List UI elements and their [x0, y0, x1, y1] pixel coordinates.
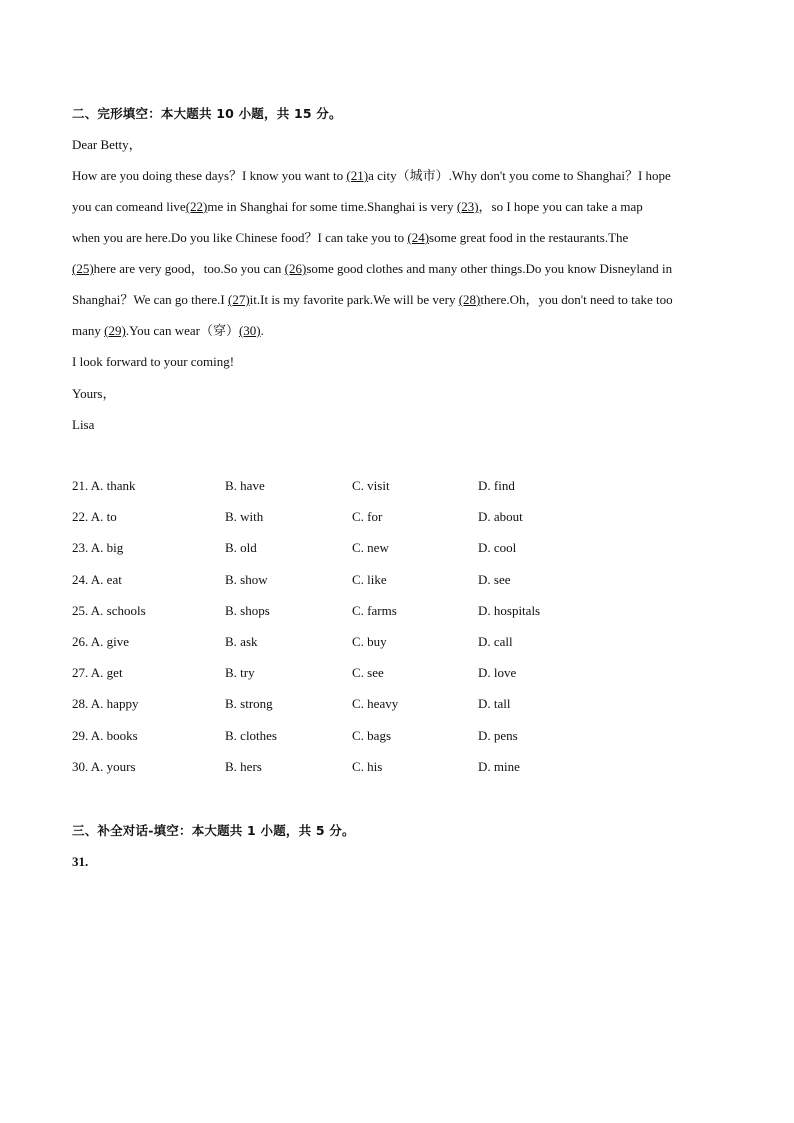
question-31-number: 31. [72, 854, 89, 869]
option-a-text: thank [103, 478, 136, 493]
question-number: 27. A. [72, 665, 104, 681]
option-b: B. try [225, 665, 255, 681]
question-row [72, 695, 712, 726]
option-d: D. call [478, 633, 513, 649]
question-number: 30. A. [72, 758, 104, 774]
option-d: D. hospitals [478, 602, 541, 618]
letter-signature: Lisa [72, 417, 95, 432]
blank-29: (29) [104, 323, 126, 338]
option-a [72, 477, 136, 495]
blank-28: (28) [458, 292, 481, 307]
option-c: C. for [352, 509, 383, 525]
option-a-text: yours [103, 758, 136, 774]
option-a [72, 508, 117, 526]
question-number: 22. A. [72, 509, 104, 525]
letter-text: when you are here.Do you like Chinese food？I can take you to [72, 230, 408, 245]
option-c: C. bags [352, 727, 391, 743]
blank-26: (26) [284, 261, 307, 276]
option-a-text: give [103, 633, 130, 649]
question-row [72, 508, 712, 539]
question-number: 26. A. [72, 633, 104, 649]
letter-text: How are you doing these days？I know you want to [72, 168, 347, 183]
option-b: B. clothes [225, 727, 277, 743]
option-c: C. new [352, 540, 389, 556]
letter-greeting: Dear Betty， [72, 137, 142, 152]
blank-30: (30) [238, 323, 261, 338]
option-b: B. with [225, 509, 264, 525]
option-a-text: schools [103, 602, 146, 618]
option-a [72, 758, 136, 776]
question-number: 23. A. [72, 540, 104, 556]
option-d: D. find [478, 478, 515, 493]
option-b: B. strong [225, 696, 273, 712]
letter-line-2 [72, 198, 643, 216]
letter-text: me in Shanghai for some time.Shanghai is very [207, 199, 457, 214]
section-title-dialogue: 三、补全对话-填空：本大题共 1 小题，共 5 分。 [72, 823, 355, 838]
letter-line-1 [72, 167, 671, 185]
option-c: C. heavy [352, 696, 399, 712]
letter-sign-off: Yours， [72, 386, 116, 401]
question-row [72, 539, 712, 570]
question-row [72, 477, 712, 508]
option-a-text: big [103, 540, 124, 556]
question-number: 24. A. [72, 571, 104, 587]
option-a [72, 727, 138, 745]
option-a-text: happy [103, 696, 139, 712]
option-b: B. hers [225, 758, 262, 774]
option-d: D. about [478, 509, 523, 525]
blank-23: (23) [456, 199, 479, 214]
option-d: D. mine [478, 758, 520, 774]
letter-text: a city（城市）.Why don't you come to Shanghai？I hope [368, 168, 671, 183]
letter-text: you can comeand live [72, 199, 186, 214]
blank-27: (27) [227, 292, 250, 307]
option-a [72, 539, 123, 557]
option-c: C. farms [352, 602, 397, 618]
question-row [72, 602, 712, 633]
section-title-cloze: 二、完形填空：本大题共 10 小题，共 15 分。 [72, 106, 342, 121]
question-row [72, 758, 712, 789]
option-a-text: to [103, 509, 117, 525]
blank-22: (22) [185, 199, 208, 214]
question-number: 25. A. [72, 602, 104, 618]
question-row [72, 633, 712, 664]
choice-options [72, 477, 712, 789]
option-b: B. show [225, 571, 268, 587]
option-b: B. have [225, 478, 265, 493]
option-d: D. tall [478, 696, 511, 712]
option-a-text: books [103, 727, 138, 743]
option-d: D. see [478, 571, 511, 587]
option-c: C. his [352, 758, 383, 774]
option-d: D. pens [478, 727, 518, 743]
option-a-text: eat [103, 571, 122, 587]
blank-24: (24) [407, 230, 430, 245]
letter-text: many [72, 323, 105, 338]
option-a [72, 633, 129, 651]
letter-line-4 [72, 260, 672, 278]
letter-text: here are very good，too.So you can [93, 261, 285, 276]
letter-text: some great food in the restaurants.The [429, 230, 629, 245]
letter-text: it.It is my favorite park.We will be very [249, 292, 459, 307]
option-a [72, 602, 146, 620]
question-number: 21. A. [72, 478, 104, 493]
letter-line-5 [72, 291, 673, 309]
letter-text: . [260, 323, 264, 338]
option-c: C. visit [352, 478, 390, 493]
blank-25: (25) [72, 261, 94, 276]
option-d: D. cool [478, 540, 517, 556]
question-row [72, 727, 712, 758]
option-b: B. old [225, 540, 257, 556]
question-row [72, 664, 712, 695]
option-c: C. buy [352, 633, 387, 649]
letter-line-3 [72, 229, 628, 247]
question-row [72, 571, 712, 602]
letter-text: .You can wear（穿） [125, 323, 239, 338]
option-a [72, 571, 122, 589]
letter-text: some good clothes and many other things.Do you know Disneyland in [306, 261, 673, 276]
option-c: C. see [352, 665, 384, 681]
letter-text: Shanghai？We can go there.I [72, 292, 228, 307]
letter-text: there.Oh，you don't need to take too [480, 292, 673, 307]
letter-closing-line: I look forward to your coming! [72, 354, 235, 369]
letter-line-6 [72, 322, 264, 340]
option-b: B. shops [225, 602, 270, 618]
option-b: B. ask [225, 633, 258, 649]
letter-text: ，so I hope you can take a map [478, 199, 643, 214]
option-d: D. love [478, 665, 517, 681]
option-a [72, 695, 138, 713]
blank-21: (21) [346, 168, 369, 183]
question-number: 29. A. [72, 727, 104, 743]
option-a-text: get [103, 665, 123, 681]
option-c: C. like [352, 571, 387, 587]
option-a [72, 664, 123, 682]
question-number: 28. A. [72, 696, 104, 712]
